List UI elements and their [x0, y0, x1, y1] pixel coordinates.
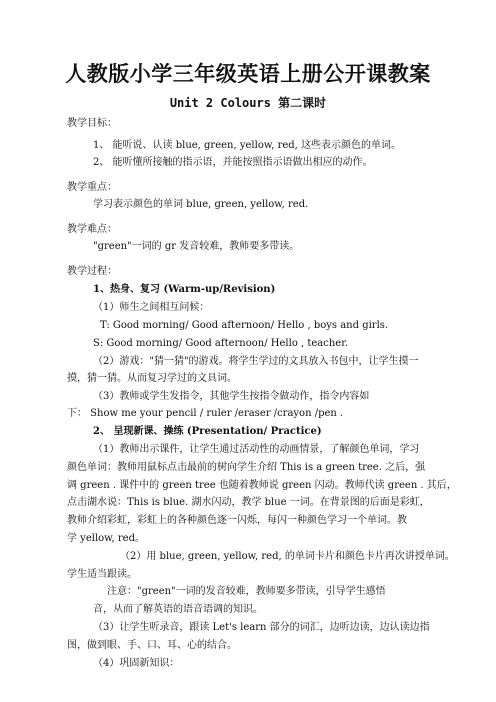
step-2-item-1-cont-2: 调 green . 课件中的 green tree 也随着教师说 green 闪动。教师代读 green . 其后， — [67, 480, 457, 491]
step-2-item-1-cont-4: 教师介绍彩虹，彩虹上的各种颜色逐一闪烁，每闪一种颜色学习一个单词。教 — [67, 515, 407, 526]
step-2-item-2: （2）用 blue, green, yellow, red, 的单词卡片和颜色卡片再次讲授单词。 — [120, 551, 455, 562]
step-2-item-3-cont: 图，做到眼、手、口、耳、心的结合。 — [67, 640, 237, 651]
step-2-item-1-cont-3: 点击湖水说：This is blue. 湖水闪动，教学 blue 一词。在背景图的后面是彩虹， — [67, 497, 430, 508]
objective-2: 2、 能听懂所接触的指示语，并能按照指示语做出相应的动作。 — [93, 157, 373, 168]
difficulty-text: "green"一词的 gr 发音较难，教师要多带读。 — [93, 241, 300, 252]
step-1-item-1: （1）师生之间相互问候： — [93, 302, 210, 313]
step-2-item-3: （3）让学生听录音，跟读 Let's learn 部分的词汇，边听边读，边认读边指 — [93, 622, 430, 633]
step-2-item-4: （4）巩固新知识： — [93, 658, 180, 669]
section-heading-procedure: 教学过程： — [67, 266, 117, 277]
step-2-note: 注意："green"一词的发音较难，教师要多带读，引导学生感悟 — [107, 586, 386, 597]
dialogue-teacher: T: Good morning/ Good afternoon/ Hello , boys and girls. — [100, 320, 389, 331]
step-2-heading: 2、 呈现新课、操练 (Presentation/ Practice) — [93, 426, 322, 437]
document-title: 人教版小学三年级英语上册公开课教案 — [65, 61, 431, 86]
step-2-note-cont: 音，从而了解英语的语音语调的知识。 — [93, 604, 263, 615]
section-heading-key-points: 教学重点： — [67, 182, 117, 193]
step-2-item-1: （1）教师出示课件，让学生通过活动性的动画情景，了解颜色单词，学习 — [93, 444, 420, 455]
dialogue-students: S: Good morning/ Good afternoon/ Hello , teacher. — [93, 338, 349, 349]
section-heading-difficulties: 教学难点： — [67, 224, 117, 235]
step-1-item-3: （3）教师或学生发指令，其他学生按指令做动作，指令内容如 — [93, 391, 370, 402]
step-1-item-3-cont: 下： Show me your pencil / ruler /eraser /crayon /pen . — [67, 408, 344, 419]
unit-subtitle: Unit 2 Colours 第二课时 — [169, 96, 327, 110]
key-point-text: 学习表示颜色的单词 blue, green, yellow, red. — [93, 199, 309, 210]
section-heading-objectives: 教学目标： — [67, 118, 117, 129]
step-1-item-2-cont: 摸，猜一猜。从而复习学过的文具词。 — [67, 373, 237, 384]
step-2-item-2-cont: 学生适当跟读。 — [67, 569, 137, 580]
step-2-item-1-cont-1: 颜色单词：教师用鼠标点击最前的树向学生介绍 This is a green tree. 之后，强 — [67, 462, 426, 473]
objective-1: 1、 能听说、认读 blue, green, yellow, red, 这些表示颜色的单词。 — [93, 140, 402, 151]
step-1-heading: 1、热身、复习 (Warm-up/Revision) — [93, 284, 276, 295]
step-1-item-2: （2）游戏："猜一猜"的游戏。将学生学过的文具放入书包中，让学生摸一 — [93, 356, 419, 367]
step-2-item-1-cont-5: 学 yellow, red。 — [67, 533, 145, 544]
